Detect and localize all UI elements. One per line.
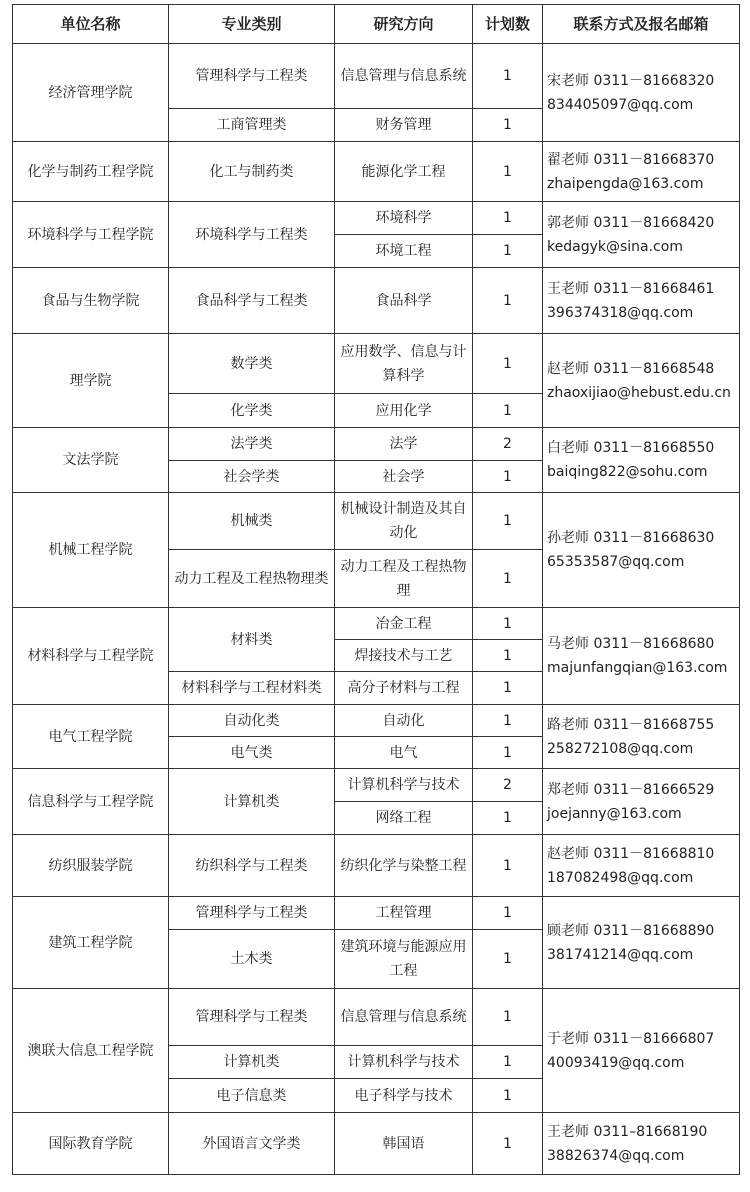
contact-cell — [543, 268, 740, 334]
category-cell: 计算机类 — [169, 769, 335, 835]
category-cell: 外国语言文学类 — [169, 1113, 335, 1175]
contact-phone: 宋老师 0311－81668320 — [547, 72, 715, 89]
direction-cell: 计算机科学与技术 — [335, 1046, 473, 1079]
plan-count-cell: 1 — [473, 608, 543, 640]
table-row — [13, 44, 740, 109]
direction-cell: 财务管理 — [335, 109, 473, 142]
plan-count-cell: 1 — [473, 44, 543, 109]
contact-phone: 路老师 0311－81668755 — [547, 716, 715, 733]
contact-email: zhaipengda@163.com — [547, 175, 704, 192]
category-cell: 化工与制药类 — [169, 142, 335, 202]
plan-count-cell: 1 — [473, 1079, 543, 1113]
direction-cell: 环境工程 — [335, 235, 473, 268]
contact-phone: 顾老师 0311－81668890 — [547, 922, 715, 939]
direction-cell: 法学 — [335, 428, 473, 461]
table-row — [13, 493, 740, 550]
direction-cell: 工程管理 — [335, 897, 473, 930]
contact-email: joejanny@163.com — [547, 805, 682, 822]
plan-count-cell: 1 — [473, 235, 543, 268]
direction-cell: 社会学 — [335, 461, 473, 493]
table-row — [13, 897, 740, 930]
category-cell: 电子信息类 — [169, 1079, 335, 1113]
plan-count-cell: 1 — [473, 394, 543, 428]
contact-cell — [543, 1113, 740, 1175]
unit-name-cell: 机械工程学院 — [13, 493, 169, 608]
plan-count-cell: 1 — [473, 802, 543, 835]
direction-cell: 应用化学 — [335, 394, 473, 428]
contact-cell — [543, 705, 740, 769]
contact-email: zhaoxijiao@hebust.edu.cn — [547, 384, 731, 401]
unit-name-cell: 理学院 — [13, 334, 169, 428]
contact-cell — [543, 142, 740, 202]
direction-cell: 应用数学、信息与计算科学 — [335, 334, 473, 394]
category-cell: 数学类 — [169, 334, 335, 394]
direction-cell: 网络工程 — [335, 802, 473, 835]
direction-cell: 韩国语 — [335, 1113, 473, 1175]
plan-count-cell: 2 — [473, 769, 543, 802]
table-row — [13, 334, 740, 394]
unit-name-cell: 材料科学与工程学院 — [13, 608, 169, 705]
plan-count-cell: 1 — [473, 493, 543, 550]
category-cell: 动力工程及工程热物理类 — [169, 550, 335, 608]
contact-phone: 孙老师 0311－81668630 — [547, 530, 715, 546]
contact-cell — [543, 44, 740, 142]
contact-email: 834405097@qq.com — [547, 96, 694, 113]
category-cell: 电气类 — [169, 737, 335, 769]
header-plan: 计划数 — [473, 5, 543, 44]
table-body — [13, 44, 740, 1175]
contact-cell — [543, 769, 740, 835]
contact-email: 396374318@qq.com — [547, 304, 694, 321]
direction-cell: 焊接技术与工艺 — [335, 640, 473, 672]
category-cell: 社会学类 — [169, 461, 335, 493]
plan-count-cell: 1 — [473, 705, 543, 737]
plan-count-cell: 1 — [473, 1113, 543, 1175]
direction-cell: 信息管理与信息系统 — [335, 44, 473, 109]
category-cell: 环境科学与工程类 — [169, 202, 335, 268]
unit-name-cell: 国际教育学院 — [13, 1113, 169, 1175]
plan-count-cell: 1 — [473, 109, 543, 142]
plan-count-cell: 1 — [473, 640, 543, 672]
contact-phone: 于老师 0311－81666807 — [547, 1030, 715, 1047]
direction-cell: 电子科学与技术 — [335, 1079, 473, 1113]
table-row — [13, 1113, 740, 1175]
table-row — [13, 769, 740, 802]
contact-email: majunfangqian@163.com — [547, 660, 728, 676]
contact-email: 38826374@qq.com — [547, 1147, 685, 1164]
contact-cell — [543, 428, 740, 493]
plan-count-cell: 1 — [473, 930, 543, 989]
header-direction: 研究方向 — [335, 5, 473, 44]
header-unit: 单位名称 — [13, 5, 169, 44]
unit-name-cell: 澳联大信息工程学院 — [13, 989, 169, 1113]
unit-name-cell: 文法学院 — [13, 428, 169, 493]
table-row — [13, 989, 740, 1046]
contact-phone: 翟老师 0311－81668370 — [547, 151, 715, 168]
category-cell: 纺织科学与工程类 — [169, 835, 335, 897]
contact-phone: 王老师 0311–81668190 — [547, 1123, 708, 1140]
contact-phone: 白老师 0311－81668550 — [547, 440, 715, 456]
recruitment-table — [12, 4, 740, 1175]
unit-name-cell: 纺织服装学院 — [13, 835, 169, 897]
unit-name-cell: 化学与制药工程学院 — [13, 142, 169, 202]
direction-cell: 纺织化学与染整工程 — [335, 835, 473, 897]
direction-cell: 高分子材料与工程 — [335, 672, 473, 705]
contact-cell — [543, 608, 740, 705]
category-cell: 管理科学与工程类 — [169, 989, 335, 1046]
table-row — [13, 202, 740, 235]
direction-cell: 计算机科学与技术 — [335, 769, 473, 802]
table-row — [13, 428, 740, 461]
direction-cell: 冶金工程 — [335, 608, 473, 640]
direction-cell: 信息管理与信息系统 — [335, 989, 473, 1046]
plan-count-cell: 2 — [473, 428, 543, 461]
category-cell: 管理科学与工程类 — [169, 897, 335, 930]
direction-cell: 自动化 — [335, 705, 473, 737]
contact-email: 65353587@qq.com — [547, 554, 685, 570]
unit-name-cell: 电气工程学院 — [13, 705, 169, 769]
plan-count-cell: 1 — [473, 142, 543, 202]
direction-cell: 机械设计制造及其自动化 — [335, 493, 473, 550]
contact-cell — [543, 493, 740, 608]
contact-email: 40093419@qq.com — [547, 1054, 685, 1071]
unit-name-cell: 食品与生物学院 — [13, 268, 169, 334]
header-row — [13, 5, 740, 44]
contact-cell — [543, 202, 740, 268]
plan-count-cell: 1 — [473, 835, 543, 897]
table-row — [13, 608, 740, 640]
contact-cell — [543, 989, 740, 1113]
category-cell: 自动化类 — [169, 705, 335, 737]
category-cell: 食品科学与工程类 — [169, 268, 335, 334]
contact-email: 187082498@qq.com — [547, 869, 694, 886]
plan-count-cell: 1 — [473, 461, 543, 493]
direction-cell: 环境科学 — [335, 202, 473, 235]
plan-count-cell: 1 — [473, 672, 543, 705]
category-cell: 管理科学与工程类 — [169, 44, 335, 109]
plan-count-cell: 1 — [473, 268, 543, 334]
direction-cell: 动力工程及工程热物理 — [335, 550, 473, 608]
contact-cell — [543, 835, 740, 897]
direction-cell: 食品科学 — [335, 268, 473, 334]
contact-phone: 郑老师 0311－81666529 — [547, 781, 715, 798]
contact-cell — [543, 334, 740, 428]
contact-email: baiqing822@sohu.com — [547, 464, 708, 480]
contact-cell — [543, 897, 740, 989]
table-row — [13, 142, 740, 202]
direction-cell: 建筑环境与能源应用工程 — [335, 930, 473, 989]
plan-count-cell: 1 — [473, 202, 543, 235]
category-cell: 材料科学与工程材料类 — [169, 672, 335, 705]
category-cell: 土木类 — [169, 930, 335, 989]
direction-cell: 电气 — [335, 737, 473, 769]
plan-count-cell: 1 — [473, 1046, 543, 1079]
plan-count-cell: 1 — [473, 334, 543, 394]
category-cell: 法学类 — [169, 428, 335, 461]
header-contact: 联系方式及报名邮箱 — [543, 5, 740, 44]
table-row — [13, 705, 740, 737]
table-row — [13, 835, 740, 897]
plan-count-cell: 1 — [473, 897, 543, 930]
contact-phone: 赵老师 0311－81668548 — [547, 360, 715, 377]
plan-count-cell: 1 — [473, 989, 543, 1046]
unit-name-cell: 建筑工程学院 — [13, 897, 169, 989]
unit-name-cell: 环境科学与工程学院 — [13, 202, 169, 268]
plan-count-cell: 1 — [473, 737, 543, 769]
category-cell: 材料类 — [169, 608, 335, 672]
contact-email: 258272108@qq.com — [547, 740, 694, 757]
category-cell: 化学类 — [169, 394, 335, 428]
unit-name-cell: 信息科学与工程学院 — [13, 769, 169, 835]
category-cell: 计算机类 — [169, 1046, 335, 1079]
header-category: 专业类别 — [169, 5, 335, 44]
category-cell: 机械类 — [169, 493, 335, 550]
table-row — [13, 268, 740, 334]
contact-phone: 马老师 0311－81668680 — [547, 636, 715, 652]
direction-cell: 能源化学工程 — [335, 142, 473, 202]
contact-phone: 王老师 0311－81668461 — [547, 280, 715, 297]
category-cell: 工商管理类 — [169, 109, 335, 142]
contact-phone: 赵老师 0311－81668810 — [547, 845, 715, 862]
contact-email: 381741214@qq.com — [547, 946, 694, 963]
contact-phone: 郭老师 0311－81668420 — [547, 214, 715, 231]
unit-name-cell: 经济管理学院 — [13, 44, 169, 142]
plan-count-cell: 1 — [473, 550, 543, 608]
contact-email: kedagyk@sina.com — [547, 238, 683, 255]
